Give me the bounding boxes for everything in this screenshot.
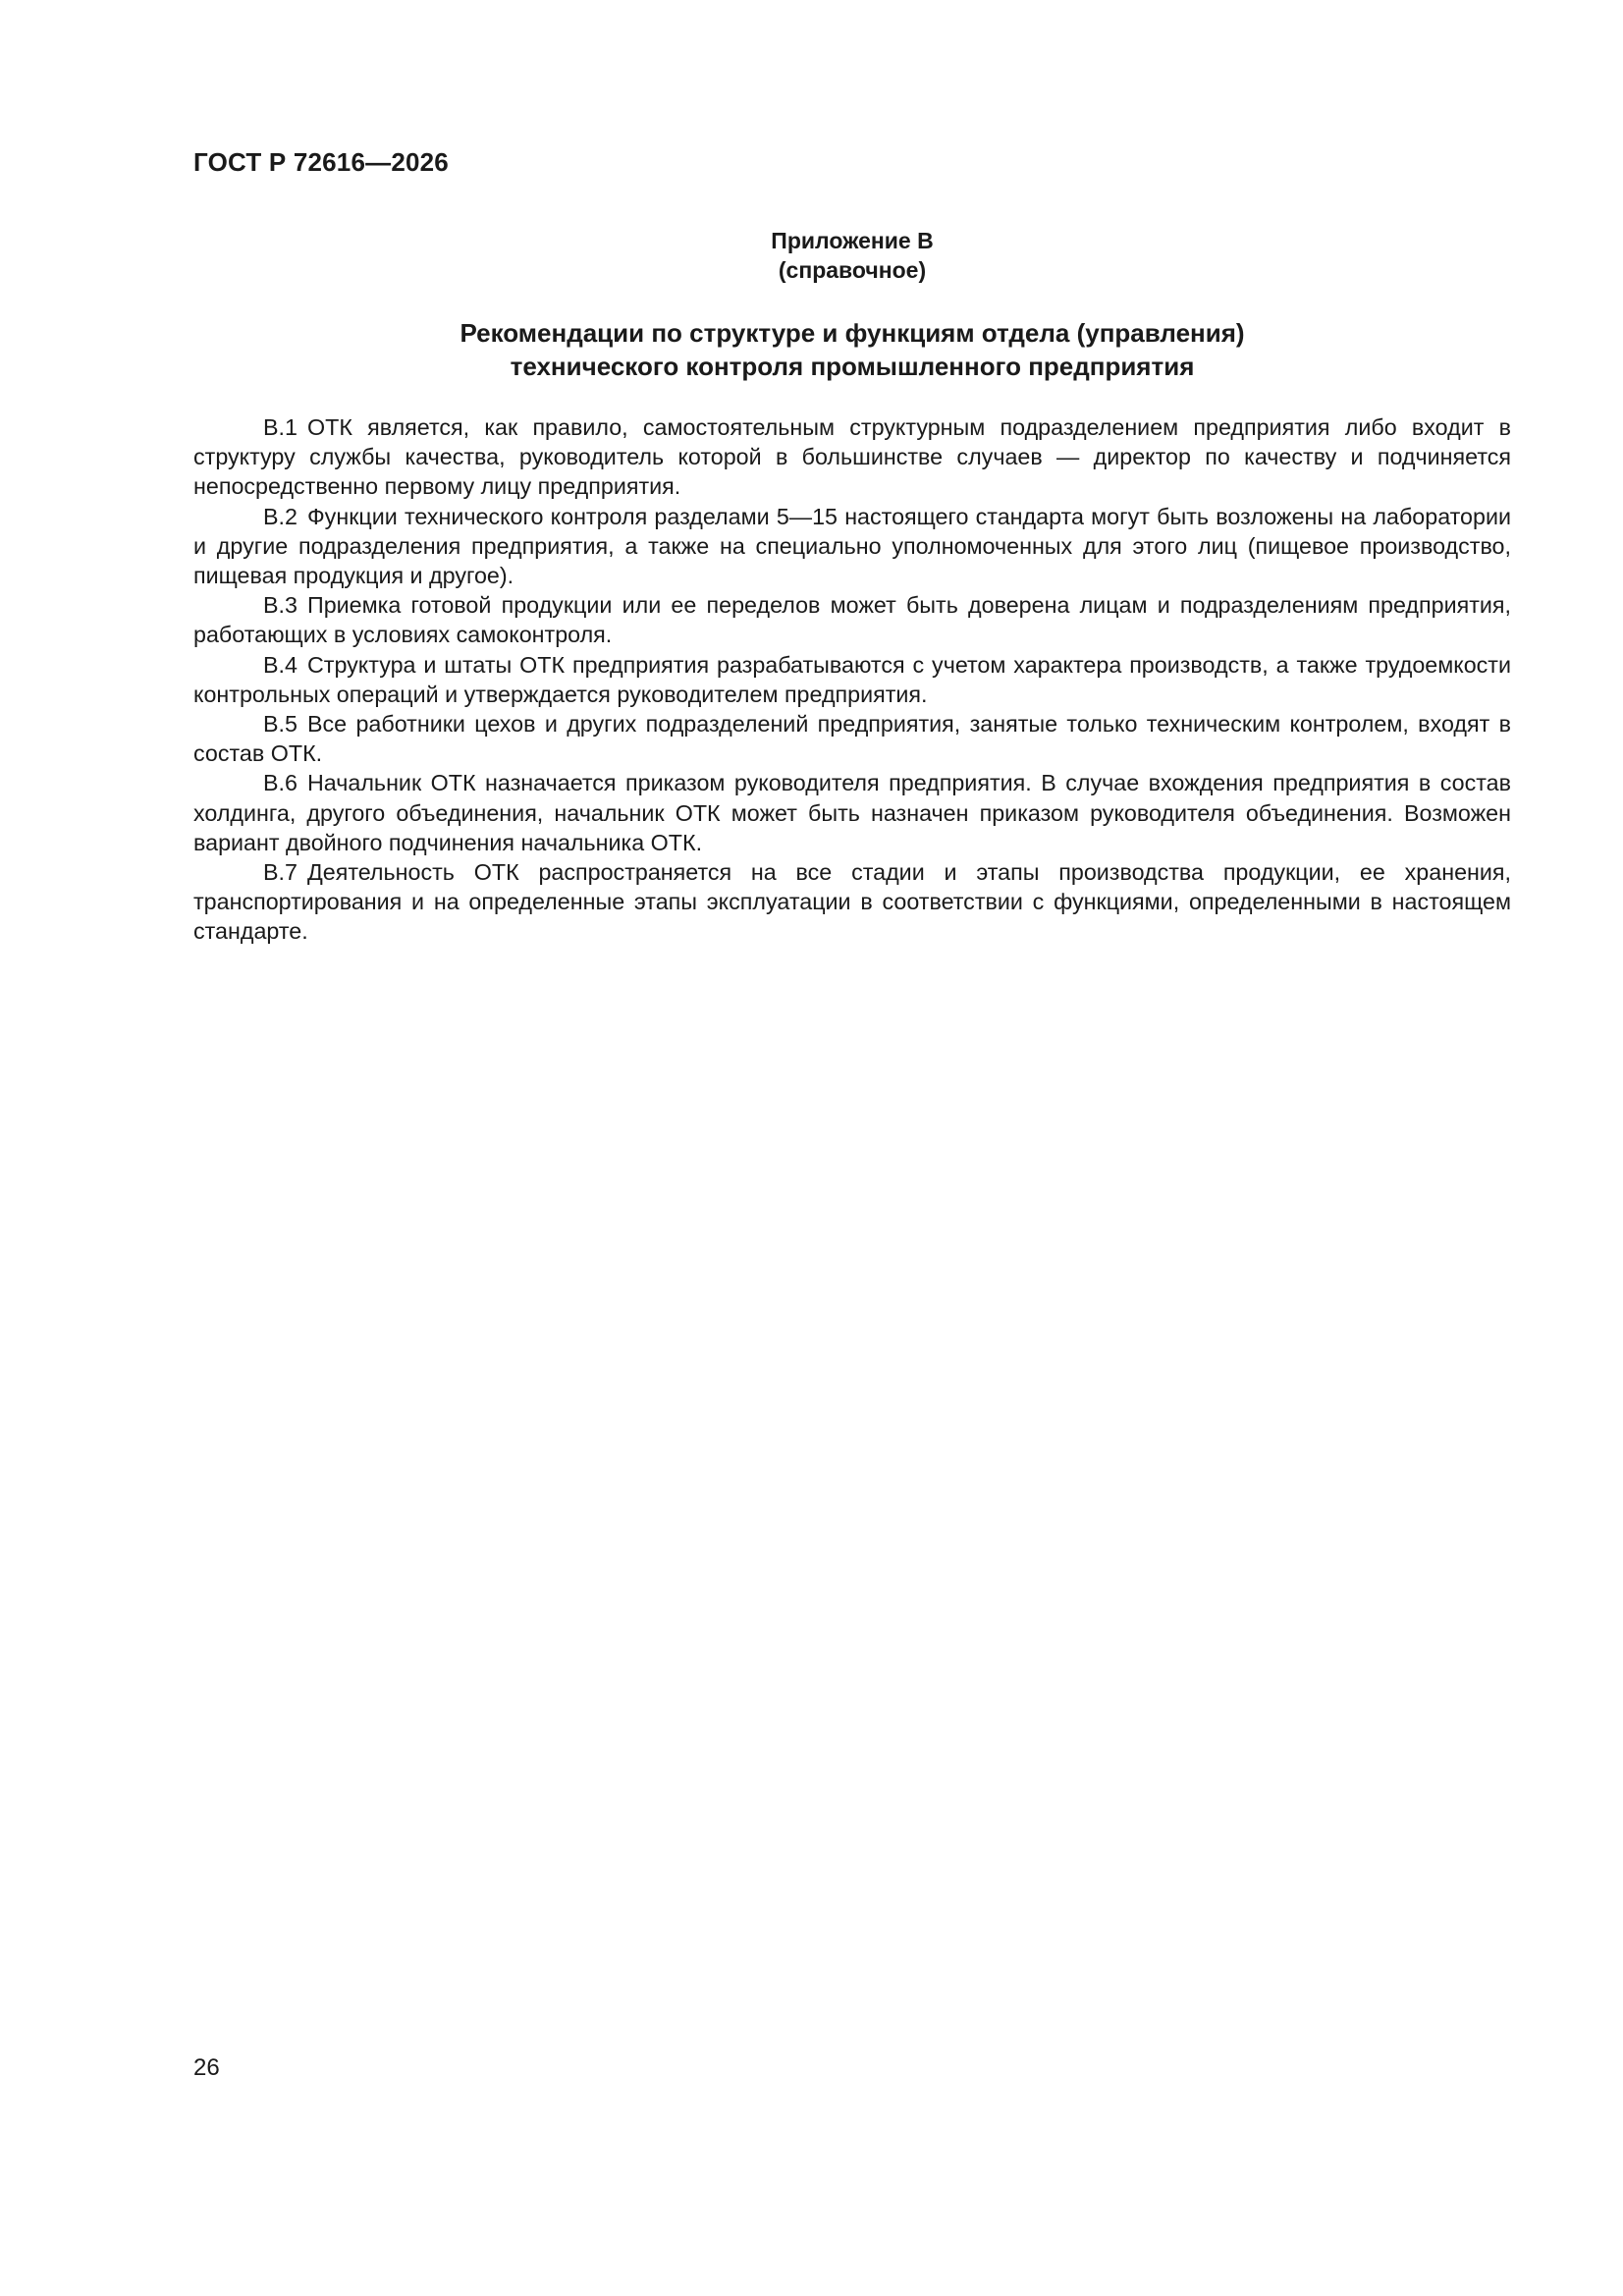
page-number: 26 [193,2054,220,2081]
paragraph-text: Начальник ОТК назначается приказом руководителя предприятия. В случае вхождения предприятия в состав холдинга, другого объединения, начальник ОТК может быть назначен приказом руководителя объединения. Возможен вариант двойного подчинения начальника ОТК. [193,770,1511,855]
paragraph-number: В.4 [263,651,298,678]
appendix-body [193,412,1511,947]
appendix-heading [193,226,1511,285]
paragraph-b2 [193,502,1511,591]
paragraph-text: Функции технического контроля разделами 5—15 настоящего стандарта могут быть возложены на лаборатории и другие подразделения предприятия, а также на специально уполномоченных для этого лиц (пищевое производство, пищевая продукция и другое). [193,503,1511,589]
appendix-title [193,316,1511,383]
paragraph-text: Приемка готовой продукции или ее переделов может быть доверена лицам и подразделениям предприятия, работающих в условиях самоконтроля. [193,592,1511,648]
paragraph-b3 [193,590,1511,649]
paragraph-b1 [193,412,1511,502]
paragraph-text: Все работники цехов и других подразделений предприятия, занятые только техническим контролем, входят в состав ОТК. [193,711,1511,767]
paragraph-text: Деятельность ОТК распространяется на все стадии и этапы производства продукции, ее хранения, транспортирования и на определенные этапы эксплуатации в соответствии с функциями, определенными в настоящем стандарте. [193,859,1511,945]
paragraph-number: В.3 [263,592,298,619]
standard-id-header: ГОСТ Р 72616—2026 [193,147,449,177]
paragraph-number: В.7 [263,859,298,886]
paragraph-number: В.1 [263,414,298,440]
paragraph-number: В.2 [263,503,298,529]
paragraph-b4 [193,650,1511,709]
appendix-label: Приложение В [771,228,934,253]
paragraph-b6 [193,768,1511,857]
paragraph-number: В.6 [263,770,298,796]
appendix-kind: (справочное) [778,257,927,283]
paragraph-number: В.5 [263,711,298,738]
paragraph-b5 [193,709,1511,768]
paragraph-text: ОТК является, как правило, самостоятельным структурным подразделением предприятия либо входит в структуру службы качества, руководитель которой в большинстве случаев — директор по качеству и подчиняется непосредственно первому лицу предприятия. [193,414,1511,500]
appendix-title-line-2: технического контроля промышленного предприятия [510,352,1195,381]
paragraph-b7 [193,857,1511,947]
appendix-title-line-1: Рекомендации по структуре и функциям отдела (управления) [460,318,1245,348]
paragraph-text: Структура и штаты ОТК предприятия разрабатываются с учетом характера производств, а также трудоемкости контрольных операций и утверждается руководителем предприятия. [193,651,1511,707]
